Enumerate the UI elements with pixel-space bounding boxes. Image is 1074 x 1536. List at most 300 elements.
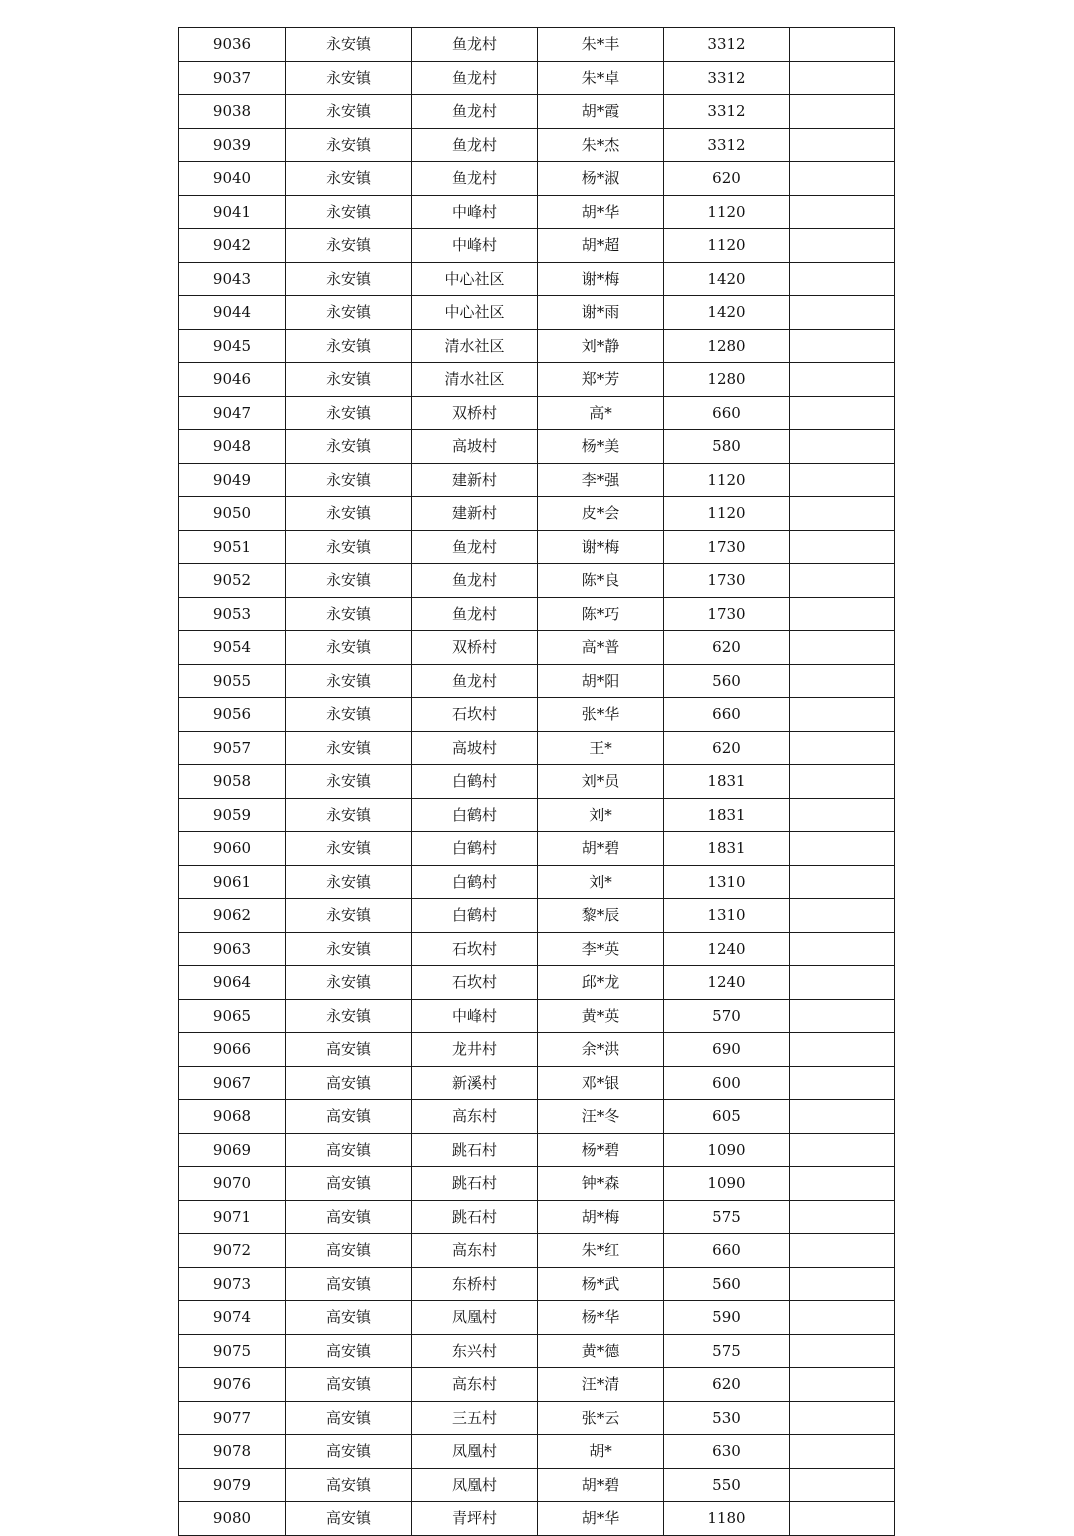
row-number-cell: 9037 <box>179 61 286 95</box>
table-row <box>179 1435 895 1469</box>
row-number-cell: 9036 <box>179 28 286 62</box>
town-cell: 高安镇 <box>286 1133 412 1167</box>
amount-cell: 1310 <box>664 899 790 933</box>
village-cell: 鱼龙村 <box>412 162 538 196</box>
remark-cell <box>790 1301 895 1335</box>
row-number-cell: 9055 <box>179 664 286 698</box>
town-cell: 永安镇 <box>286 329 412 363</box>
table-row <box>179 396 895 430</box>
village-cell: 青坪村 <box>412 1502 538 1536</box>
row-number-cell: 9078 <box>179 1435 286 1469</box>
amount-cell: 1240 <box>664 932 790 966</box>
name-cell: 汪*清 <box>538 1368 664 1402</box>
row-number-cell: 9072 <box>179 1234 286 1268</box>
table-row <box>179 798 895 832</box>
row-number-cell: 9043 <box>179 262 286 296</box>
name-cell: 胡*华 <box>538 1502 664 1536</box>
amount-cell: 605 <box>664 1100 790 1134</box>
remark-cell <box>790 463 895 497</box>
town-cell: 永安镇 <box>286 999 412 1033</box>
name-cell: 刘* <box>538 865 664 899</box>
table-row <box>179 1401 895 1435</box>
name-cell: 胡*梅 <box>538 1200 664 1234</box>
remark-cell <box>790 1368 895 1402</box>
remark-cell <box>790 597 895 631</box>
table-row <box>179 530 895 564</box>
name-cell: 刘*员 <box>538 765 664 799</box>
amount-cell: 3312 <box>664 128 790 162</box>
town-cell: 永安镇 <box>286 162 412 196</box>
town-cell: 永安镇 <box>286 932 412 966</box>
remark-cell <box>790 497 895 531</box>
remark-cell <box>790 731 895 765</box>
name-cell: 胡*霞 <box>538 95 664 129</box>
name-cell: 汪*冬 <box>538 1100 664 1134</box>
table-row <box>179 430 895 464</box>
village-cell: 鱼龙村 <box>412 28 538 62</box>
town-cell: 高安镇 <box>286 1200 412 1234</box>
row-number-cell: 9065 <box>179 999 286 1033</box>
row-number-cell: 9054 <box>179 631 286 665</box>
table-row <box>179 832 895 866</box>
row-number-cell: 9052 <box>179 564 286 598</box>
table-row <box>179 1133 895 1167</box>
village-cell: 中峰村 <box>412 229 538 263</box>
name-cell: 陈*巧 <box>538 597 664 631</box>
name-cell: 胡*华 <box>538 195 664 229</box>
table-row <box>179 1468 895 1502</box>
village-cell: 清水社区 <box>412 329 538 363</box>
town-cell: 永安镇 <box>286 631 412 665</box>
table-row <box>179 1301 895 1335</box>
village-cell: 白鹤村 <box>412 765 538 799</box>
remark-cell <box>790 296 895 330</box>
village-cell: 中峰村 <box>412 999 538 1033</box>
village-cell: 中心社区 <box>412 296 538 330</box>
name-cell: 郑*芳 <box>538 363 664 397</box>
village-cell: 建新村 <box>412 463 538 497</box>
table-row <box>179 1267 895 1301</box>
name-cell: 陈*良 <box>538 564 664 598</box>
name-cell: 杨*华 <box>538 1301 664 1335</box>
village-cell: 高东村 <box>412 1234 538 1268</box>
name-cell: 朱*红 <box>538 1234 664 1268</box>
town-cell: 高安镇 <box>286 1334 412 1368</box>
amount-cell: 3312 <box>664 61 790 95</box>
village-cell: 石坎村 <box>412 932 538 966</box>
name-cell: 胡*碧 <box>538 832 664 866</box>
remark-cell <box>790 1267 895 1301</box>
name-cell: 朱*杰 <box>538 128 664 162</box>
table-row <box>179 1502 895 1536</box>
table-row <box>179 731 895 765</box>
amount-cell: 1420 <box>664 262 790 296</box>
row-number-cell: 9076 <box>179 1368 286 1402</box>
amount-cell: 660 <box>664 1234 790 1268</box>
name-cell: 刘* <box>538 798 664 832</box>
town-cell: 高安镇 <box>286 1100 412 1134</box>
row-number-cell: 9071 <box>179 1200 286 1234</box>
amount-cell: 690 <box>664 1033 790 1067</box>
village-cell: 高坡村 <box>412 430 538 464</box>
name-cell: 杨*淑 <box>538 162 664 196</box>
name-cell: 高*普 <box>538 631 664 665</box>
remark-cell <box>790 698 895 732</box>
table-row <box>179 229 895 263</box>
village-cell: 新溪村 <box>412 1066 538 1100</box>
amount-cell: 1120 <box>664 195 790 229</box>
table-row <box>179 1066 895 1100</box>
amount-cell: 590 <box>664 1301 790 1335</box>
remark-cell <box>790 530 895 564</box>
remark-cell <box>790 664 895 698</box>
table-row <box>179 1167 895 1201</box>
town-cell: 永安镇 <box>286 530 412 564</box>
remark-cell <box>790 430 895 464</box>
table-row <box>179 1368 895 1402</box>
table-row <box>179 363 895 397</box>
table-row <box>179 195 895 229</box>
town-cell: 永安镇 <box>286 195 412 229</box>
table-row <box>179 899 895 933</box>
amount-cell: 530 <box>664 1401 790 1435</box>
village-cell: 鱼龙村 <box>412 530 538 564</box>
village-cell: 白鹤村 <box>412 899 538 933</box>
amount-cell: 620 <box>664 631 790 665</box>
remark-cell <box>790 28 895 62</box>
name-cell: 胡*碧 <box>538 1468 664 1502</box>
row-number-cell: 9038 <box>179 95 286 129</box>
town-cell: 永安镇 <box>286 262 412 296</box>
amount-cell: 1831 <box>664 765 790 799</box>
remark-cell <box>790 195 895 229</box>
town-cell: 高安镇 <box>286 1066 412 1100</box>
table-row <box>179 296 895 330</box>
name-cell: 胡* <box>538 1435 664 1469</box>
name-cell: 张*华 <box>538 698 664 732</box>
table-row <box>179 664 895 698</box>
name-cell: 高* <box>538 396 664 430</box>
amount-cell: 3312 <box>664 28 790 62</box>
town-cell: 永安镇 <box>286 61 412 95</box>
village-cell: 中心社区 <box>412 262 538 296</box>
table-row <box>179 932 895 966</box>
village-cell: 龙井村 <box>412 1033 538 1067</box>
town-cell: 高安镇 <box>286 1401 412 1435</box>
remark-cell <box>790 899 895 933</box>
village-cell: 跳石村 <box>412 1167 538 1201</box>
amount-cell: 1120 <box>664 229 790 263</box>
table-row <box>179 966 895 1000</box>
name-cell: 邓*银 <box>538 1066 664 1100</box>
remark-cell <box>790 229 895 263</box>
amount-cell: 575 <box>664 1200 790 1234</box>
row-number-cell: 9059 <box>179 798 286 832</box>
row-number-cell: 9074 <box>179 1301 286 1335</box>
amount-cell: 620 <box>664 1368 790 1402</box>
town-cell: 永安镇 <box>286 597 412 631</box>
name-cell: 谢*梅 <box>538 530 664 564</box>
town-cell: 永安镇 <box>286 832 412 866</box>
village-cell: 鱼龙村 <box>412 95 538 129</box>
village-cell: 三五村 <box>412 1401 538 1435</box>
table-row <box>179 61 895 95</box>
remark-cell <box>790 932 895 966</box>
row-number-cell: 9050 <box>179 497 286 531</box>
table-row <box>179 262 895 296</box>
amount-cell: 1310 <box>664 865 790 899</box>
amount-cell: 1120 <box>664 463 790 497</box>
remark-cell <box>790 396 895 430</box>
table-row <box>179 564 895 598</box>
remark-cell <box>790 1468 895 1502</box>
amount-cell: 1730 <box>664 597 790 631</box>
remark-cell <box>790 966 895 1000</box>
name-cell: 李*强 <box>538 463 664 497</box>
row-number-cell: 9080 <box>179 1502 286 1536</box>
remark-cell <box>790 1435 895 1469</box>
amount-cell: 1831 <box>664 798 790 832</box>
village-cell: 中峰村 <box>412 195 538 229</box>
amount-cell: 1090 <box>664 1167 790 1201</box>
row-number-cell: 9048 <box>179 430 286 464</box>
remark-cell <box>790 95 895 129</box>
name-cell: 黎*辰 <box>538 899 664 933</box>
town-cell: 永安镇 <box>286 765 412 799</box>
village-cell: 鱼龙村 <box>412 128 538 162</box>
remark-cell <box>790 1502 895 1536</box>
row-number-cell: 9040 <box>179 162 286 196</box>
town-cell: 永安镇 <box>286 463 412 497</box>
name-cell: 朱*丰 <box>538 28 664 62</box>
village-cell: 东桥村 <box>412 1267 538 1301</box>
table-row <box>179 999 895 1033</box>
village-cell: 跳石村 <box>412 1133 538 1167</box>
town-cell: 高安镇 <box>286 1033 412 1067</box>
table-row <box>179 698 895 732</box>
remark-cell <box>790 61 895 95</box>
amount-cell: 560 <box>664 664 790 698</box>
remark-cell <box>790 1401 895 1435</box>
town-cell: 高安镇 <box>286 1468 412 1502</box>
row-number-cell: 9051 <box>179 530 286 564</box>
table-row <box>179 865 895 899</box>
row-number-cell: 9060 <box>179 832 286 866</box>
amount-cell: 575 <box>664 1334 790 1368</box>
amount-cell: 550 <box>664 1468 790 1502</box>
village-cell: 清水社区 <box>412 363 538 397</box>
row-number-cell: 9062 <box>179 899 286 933</box>
amount-cell: 600 <box>664 1066 790 1100</box>
name-cell: 张*云 <box>538 1401 664 1435</box>
name-cell: 杨*碧 <box>538 1133 664 1167</box>
amount-cell: 1831 <box>664 832 790 866</box>
name-cell: 黄*德 <box>538 1334 664 1368</box>
amount-cell: 1730 <box>664 530 790 564</box>
town-cell: 永安镇 <box>286 798 412 832</box>
row-number-cell: 9039 <box>179 128 286 162</box>
town-cell: 高安镇 <box>286 1502 412 1536</box>
amount-cell: 1280 <box>664 329 790 363</box>
table-row <box>179 1200 895 1234</box>
remark-cell <box>790 999 895 1033</box>
table-row <box>179 329 895 363</box>
remark-cell <box>790 765 895 799</box>
table-row <box>179 128 895 162</box>
remark-cell <box>790 162 895 196</box>
name-cell: 朱*卓 <box>538 61 664 95</box>
table-row <box>179 1334 895 1368</box>
town-cell: 永安镇 <box>286 229 412 263</box>
village-cell: 鱼龙村 <box>412 664 538 698</box>
town-cell: 高安镇 <box>286 1234 412 1268</box>
name-cell: 钟*森 <box>538 1167 664 1201</box>
amount-cell: 660 <box>664 698 790 732</box>
remark-cell <box>790 1334 895 1368</box>
village-cell: 高东村 <box>412 1368 538 1402</box>
town-cell: 永安镇 <box>286 899 412 933</box>
table-row <box>179 631 895 665</box>
table-row <box>179 765 895 799</box>
name-cell: 胡*超 <box>538 229 664 263</box>
amount-cell: 620 <box>664 162 790 196</box>
remark-cell <box>790 1200 895 1234</box>
amount-cell: 1120 <box>664 497 790 531</box>
table-row <box>179 162 895 196</box>
town-cell: 永安镇 <box>286 95 412 129</box>
name-cell: 李*英 <box>538 932 664 966</box>
town-cell: 永安镇 <box>286 865 412 899</box>
table-row <box>179 497 895 531</box>
village-cell: 石坎村 <box>412 966 538 1000</box>
village-cell: 石坎村 <box>412 698 538 732</box>
row-number-cell: 9077 <box>179 1401 286 1435</box>
amount-cell: 1420 <box>664 296 790 330</box>
name-cell: 刘*静 <box>538 329 664 363</box>
row-number-cell: 9063 <box>179 932 286 966</box>
amount-cell: 580 <box>664 430 790 464</box>
name-cell: 皮*会 <box>538 497 664 531</box>
row-number-cell: 9058 <box>179 765 286 799</box>
remark-cell <box>790 1100 895 1134</box>
town-cell: 永安镇 <box>286 430 412 464</box>
row-number-cell: 9041 <box>179 195 286 229</box>
village-cell: 凤凰村 <box>412 1468 538 1502</box>
row-number-cell: 9045 <box>179 329 286 363</box>
village-cell: 凤凰村 <box>412 1301 538 1335</box>
town-cell: 永安镇 <box>286 664 412 698</box>
remark-cell <box>790 798 895 832</box>
amount-cell: 630 <box>664 1435 790 1469</box>
row-number-cell: 9042 <box>179 229 286 263</box>
amount-cell: 1240 <box>664 966 790 1000</box>
row-number-cell: 9057 <box>179 731 286 765</box>
row-number-cell: 9049 <box>179 463 286 497</box>
town-cell: 永安镇 <box>286 296 412 330</box>
town-cell: 永安镇 <box>286 731 412 765</box>
village-cell: 高坡村 <box>412 731 538 765</box>
remark-cell <box>790 832 895 866</box>
row-number-cell: 9046 <box>179 363 286 397</box>
row-number-cell: 9061 <box>179 865 286 899</box>
row-number-cell: 9069 <box>179 1133 286 1167</box>
amount-cell: 3312 <box>664 95 790 129</box>
amount-cell: 560 <box>664 1267 790 1301</box>
town-cell: 永安镇 <box>286 128 412 162</box>
town-cell: 永安镇 <box>286 396 412 430</box>
town-cell: 永安镇 <box>286 698 412 732</box>
town-cell: 高安镇 <box>286 1301 412 1335</box>
name-cell: 胡*阳 <box>538 664 664 698</box>
name-cell: 杨*武 <box>538 1267 664 1301</box>
table-row <box>179 1100 895 1134</box>
village-cell: 白鹤村 <box>412 865 538 899</box>
remark-cell <box>790 1234 895 1268</box>
amount-cell: 570 <box>664 999 790 1033</box>
remark-cell <box>790 865 895 899</box>
name-cell: 谢*雨 <box>538 296 664 330</box>
town-cell: 高安镇 <box>286 1368 412 1402</box>
town-cell: 永安镇 <box>286 966 412 1000</box>
name-cell: 杨*美 <box>538 430 664 464</box>
table-row <box>179 463 895 497</box>
town-cell: 高安镇 <box>286 1167 412 1201</box>
village-cell: 双桥村 <box>412 396 538 430</box>
remark-cell <box>790 1167 895 1201</box>
remark-cell <box>790 564 895 598</box>
remark-cell <box>790 262 895 296</box>
amount-cell: 660 <box>664 396 790 430</box>
amount-cell: 1090 <box>664 1133 790 1167</box>
row-number-cell: 9066 <box>179 1033 286 1067</box>
row-number-cell: 9079 <box>179 1468 286 1502</box>
data-table <box>178 27 895 1536</box>
village-cell: 跳石村 <box>412 1200 538 1234</box>
table-row <box>179 1033 895 1067</box>
name-cell: 黄*英 <box>538 999 664 1033</box>
table-body <box>179 28 895 1536</box>
remark-cell <box>790 128 895 162</box>
row-number-cell: 9064 <box>179 966 286 1000</box>
table-row <box>179 1234 895 1268</box>
row-number-cell: 9067 <box>179 1066 286 1100</box>
amount-cell: 620 <box>664 731 790 765</box>
row-number-cell: 9056 <box>179 698 286 732</box>
remark-cell <box>790 1066 895 1100</box>
table-row <box>179 95 895 129</box>
remark-cell <box>790 363 895 397</box>
town-cell: 永安镇 <box>286 363 412 397</box>
village-cell: 凤凰村 <box>412 1435 538 1469</box>
amount-cell: 1180 <box>664 1502 790 1536</box>
row-number-cell: 9075 <box>179 1334 286 1368</box>
village-cell: 白鹤村 <box>412 798 538 832</box>
village-cell: 高东村 <box>412 1100 538 1134</box>
name-cell: 王* <box>538 731 664 765</box>
amount-cell: 1280 <box>664 363 790 397</box>
row-number-cell: 9073 <box>179 1267 286 1301</box>
village-cell: 鱼龙村 <box>412 61 538 95</box>
row-number-cell: 9068 <box>179 1100 286 1134</box>
remark-cell <box>790 329 895 363</box>
remark-cell <box>790 1033 895 1067</box>
row-number-cell: 9047 <box>179 396 286 430</box>
table-row <box>179 28 895 62</box>
amount-cell: 1730 <box>664 564 790 598</box>
table-row <box>179 597 895 631</box>
name-cell: 邱*龙 <box>538 966 664 1000</box>
village-cell: 建新村 <box>412 497 538 531</box>
